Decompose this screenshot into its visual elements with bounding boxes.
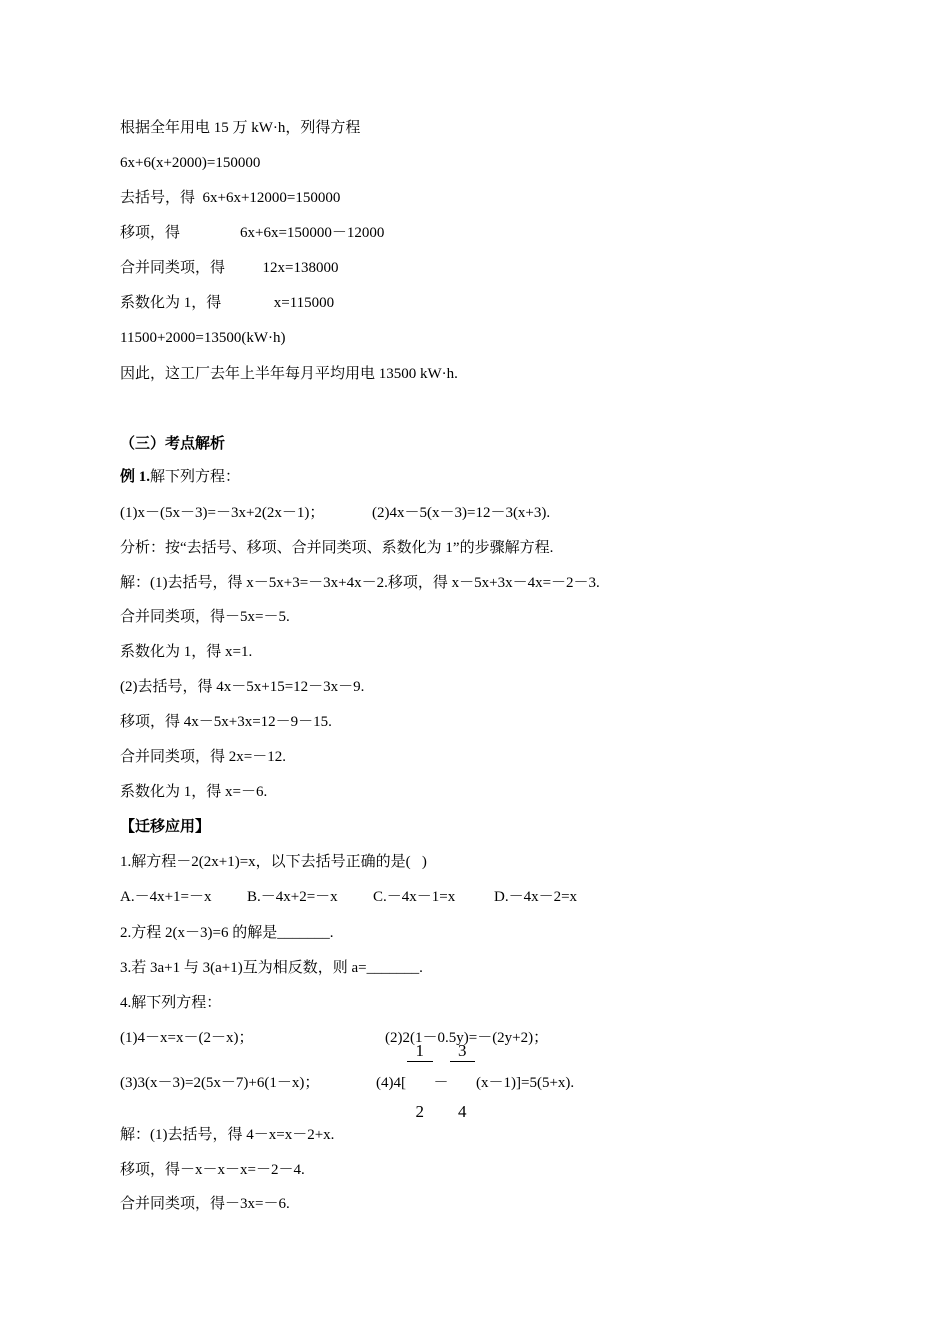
- equation-part: (x－1)]=5(5+x).: [476, 1075, 575, 1091]
- example-prompt: 解下列方程：: [150, 469, 241, 485]
- question-line: 4.解下列方程：: [120, 995, 222, 1011]
- text-line: 合并同类项，得 12x=138000: [120, 260, 339, 276]
- section-heading: 【迁移应用】: [120, 819, 211, 835]
- option-c: C.－4x－1=x: [373, 889, 456, 905]
- equation-part: (4)4[: [376, 1075, 406, 1091]
- equation-line: (2)2(1－0.5y)=－(2y+2)；: [385, 1030, 549, 1046]
- text-line: 去括号，得 6x+6x+12000=150000: [120, 190, 341, 206]
- equation-with-fractions: [376, 1040, 575, 1121]
- text-line: 系数化为 1，得 x=1.: [120, 644, 253, 660]
- fraction-three-quarters: [450, 1001, 476, 1162]
- example-title: [120, 467, 240, 487]
- fraction-denominator: 2: [415, 1101, 424, 1121]
- text-line: (2)去括号，得 4x－5x+15=12－3x－9.: [120, 679, 365, 695]
- fraction-numerator: 3: [450, 1041, 476, 1062]
- text-line: 系数化为 1，得 x=115000: [120, 295, 335, 311]
- equation-operator: －: [433, 1075, 449, 1091]
- question-line: 2.方程 2(x－3)=6 的解是_______.: [120, 925, 334, 941]
- text-line: 移项，得－x－x－x=－2－4.: [120, 1162, 305, 1178]
- example-label: 例 1.: [120, 469, 151, 485]
- text-line: 移项，得 4x－5x+3x=12－9－15.: [120, 714, 332, 730]
- text-line: 合并同类项，得－3x=－6.: [120, 1196, 290, 1212]
- option-d: D.－4x－2=x: [494, 889, 578, 905]
- section-heading: （三）考点解析: [120, 436, 226, 452]
- text-line: 系数化为 1，得 x=－6.: [120, 784, 268, 800]
- question-line: 3.若 3a+1 与 3(a+1)互为相反数，则 a=_______.: [120, 960, 423, 976]
- option-a: A.－4x+1=－x: [120, 889, 212, 905]
- text-line: 合并同类项，得－5x=－5.: [120, 609, 290, 625]
- text-line: 解：(1)去括号，得 x－5x+3=－3x+4x－2.移项，得 x－5x+3x－4x=－2－3.: [120, 575, 600, 591]
- text-line: 因此，这工厂去年上半年每月平均用电 13500 kW·h.: [120, 366, 458, 382]
- equation-line: 11500+2000=13500(kW·h): [120, 330, 286, 346]
- question-line: 1.解方程－2(2x+1)=x，以下去括号正确的是( ): [120, 854, 427, 870]
- equation-line: (1)4－x=x－(2－x)；: [120, 1030, 254, 1046]
- text-line: 根据全年用电 15 万 kW·h，列得方程: [120, 120, 361, 136]
- equation-line: 6x+6(x+2000)=150000: [120, 155, 261, 171]
- equation-line: (3)3(x－3)=2(5x－7)+6(1－x)；: [120, 1075, 320, 1091]
- equation-line: (1)x－(5x－3)=－3x+2(2x－1)；: [120, 505, 325, 521]
- fraction-numerator: 1: [407, 1041, 433, 1062]
- text-line: 解：(1)去括号，得 4－x=x－2+x.: [120, 1127, 335, 1143]
- option-b: B.－4x+2=－x: [247, 889, 338, 905]
- text-line: 移项，得 6x+6x=150000－12000: [120, 225, 385, 241]
- equation-line: (2)4x－5(x－3)=12－3(x+3).: [372, 505, 551, 521]
- text-line: 合并同类项，得 2x=－12.: [120, 749, 286, 765]
- text-line: 分析：按“去括号、移项、合并同类项、系数化为 1”的步骤解方程.: [120, 540, 554, 556]
- fraction-denominator: 4: [458, 1101, 467, 1121]
- fraction-one-half: [407, 1001, 433, 1162]
